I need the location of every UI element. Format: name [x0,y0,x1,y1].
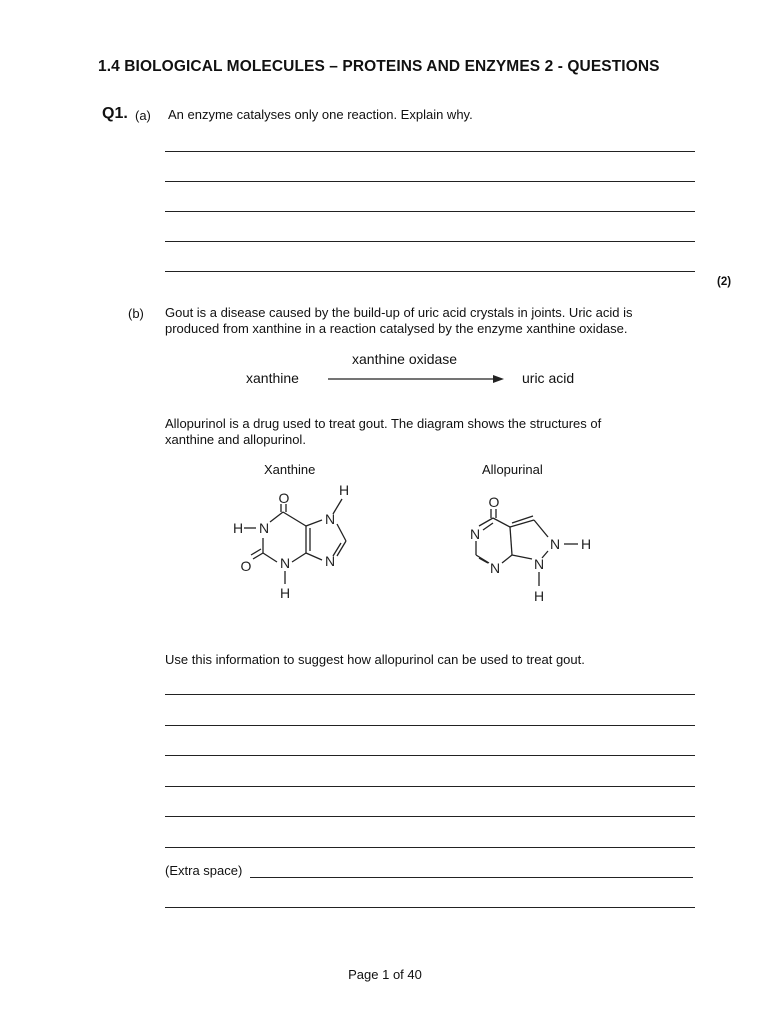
extra-space-label: (Extra space) [165,863,243,878]
answer-line[interactable] [165,151,695,152]
svg-text:N: N [469,526,481,542]
answer-line[interactable] [165,847,695,848]
page-title: 1.4 BIOLOGICAL MOLECULES – PROTEINS AND ENZYMES 2 - QUESTIONS [98,58,660,75]
marks-label: (2) [717,276,732,288]
enzyme-name: xanthine oxidase [352,351,458,367]
svg-text:O: O [240,558,252,574]
answer-line[interactable] [165,755,695,756]
svg-text:O: O [488,494,500,510]
svg-text:O: O [278,490,290,506]
reaction-arrow [326,372,506,386]
svg-text:N: N [258,520,270,536]
part-b-info-line1: Allopurinol is a drug used to treat gout. The diagram shows the structures of [165,416,602,431]
svg-text:N: N [324,553,336,569]
part-b-question: Use this information to suggest how allopurinol can be used to treat gout. [165,652,585,667]
allopurinol-caption: Allopurinal [482,462,543,477]
part-b-intro-line1: Gout is a disease caused by the build-up of uric acid crystals in joints. Uric acid is [165,305,633,320]
reactant-name: xanthine [246,370,299,386]
part-b-intro-line2: produced from xanthine in a reaction catalysed by the enzyme xanthine oxidase. [165,321,628,336]
question-number: Q1. [102,105,128,122]
part-a-label: (a) [135,108,151,123]
svg-text:H: H [279,585,291,601]
svg-text:H: H [338,482,350,498]
svg-text:N: N [279,555,291,571]
answer-line[interactable] [165,271,695,272]
svg-text:N: N [324,511,336,527]
part-a-question: An enzyme catalyses only one reaction. Explain why. [168,107,473,122]
svg-text:H: H [232,520,244,536]
answer-line[interactable] [165,725,695,726]
answer-line[interactable] [165,181,695,182]
svg-text:N: N [549,536,561,552]
allopurinol-structure-diagram [460,488,600,606]
answer-line[interactable] [165,786,695,787]
svg-text:N: N [489,560,501,576]
answer-line[interactable] [165,211,695,212]
answer-line[interactable] [165,694,695,695]
svg-text:N: N [533,556,545,572]
svg-text:H: H [580,536,592,552]
xanthine-structure-diagram [222,478,372,606]
answer-line[interactable] [165,241,695,242]
answer-line[interactable] [165,816,695,817]
part-b-label: (b) [128,306,144,321]
extra-space-line[interactable] [250,877,693,878]
product-name: uric acid [522,370,575,386]
part-b-info-line2: xanthine and allopurinol. [165,432,306,447]
xanthine-caption: Xanthine [264,462,316,477]
answer-line[interactable] [165,907,695,908]
svg-text:H: H [533,588,545,604]
page-number: Page 1 of 40 [348,967,422,982]
